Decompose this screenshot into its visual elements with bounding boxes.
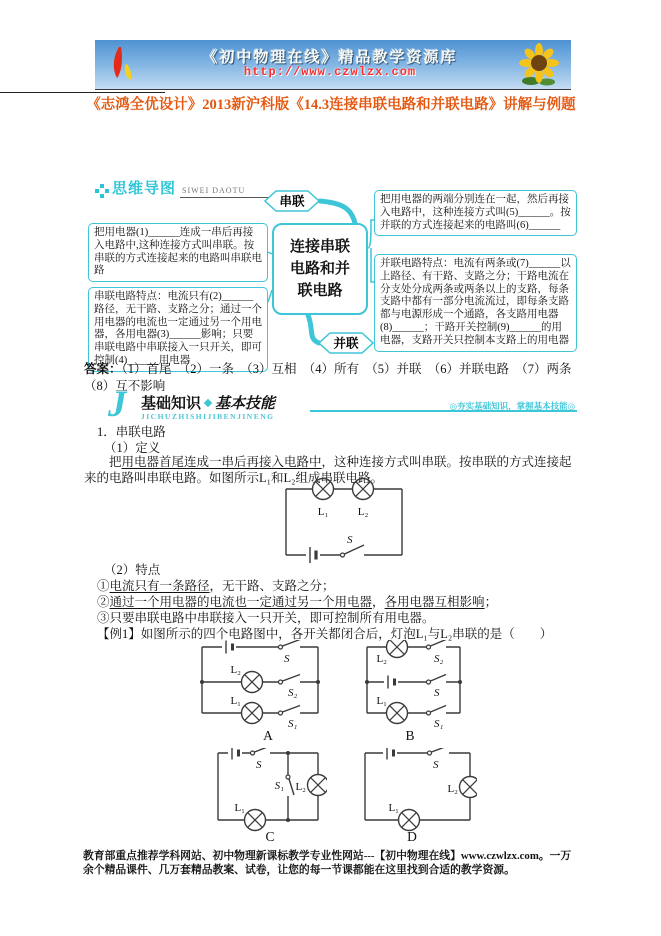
mindmap-heading-pinyin: SIWEI DAOTU	[180, 186, 287, 198]
feature-1-post: ，无干路、支路之分；	[209, 579, 335, 593]
section-banner	[95, 384, 577, 425]
answer-text: （1）首尾 （2）一条 （3）互相 （4）所有 （5）并联 （6）并联电路 （7）两条 （8）互不影响	[84, 362, 585, 393]
circuit-c-lamp-l2: L₂	[295, 781, 306, 793]
feature-2-underlined-2: 各用电器互相影响	[384, 595, 485, 609]
answer-line	[84, 361, 585, 394]
section-slogan: ◎夯实基础知识，掌握基本技能◎	[449, 401, 575, 411]
switch-label-s: S	[347, 534, 353, 546]
circuit-b-switch-s1: S₁	[434, 718, 444, 730]
feature-1-underlined: 电流只有一条路径	[109, 579, 210, 593]
circuit-d-letter: D	[407, 829, 417, 844]
sunflower-icon	[517, 43, 561, 87]
answer-label: 答案：	[84, 362, 122, 376]
circuit-a-lamp-l2: L₂	[230, 664, 241, 676]
header-divider-line	[0, 92, 165, 93]
heading-series-circuit: 1．串联电路	[97, 425, 166, 439]
mindmap-box-parallel-definition: 把用电器的两端分别连在一起，然后再接入电路中，这种连接方式叫(5)______。按并联的方式连接起来的电路叫(6)______	[374, 190, 577, 236]
circuit-c-switch-s: S	[256, 759, 262, 771]
parallel-node-label: 并联	[333, 336, 359, 351]
mindmap	[88, 190, 577, 366]
feature-1-bullet: ①	[97, 579, 110, 593]
circuit-option-b	[360, 640, 472, 744]
definition-pre: 把	[109, 455, 122, 469]
circuit-option-c	[212, 748, 327, 844]
feature-2	[97, 594, 497, 610]
section-title	[141, 392, 275, 413]
subheading-definition: （1）定义	[104, 441, 161, 455]
feature-2-mid: ，	[372, 595, 385, 609]
circuit-c-lamp-l1: L₁	[234, 802, 245, 814]
mindmap-box-parallel-features: 并联电路特点：电流有两条或(7)______以上路径、有干路、支路之分；干路电流在分支处分成两条或两条以上的支路，每条支路中都有一部分电流流过，即每条支路都与电源形成一个通路，各支路用电器(8)______；干路开关控制(9)______的用电器，支路开关只控制本支路上的用电器	[374, 254, 577, 352]
feature-3: ③只要串联电路中串联接入一只开关，即可控制所有用电器。	[97, 611, 435, 625]
series-node-label: 串联	[279, 194, 305, 209]
lamp-label-l1: L₁	[317, 506, 329, 518]
circuit-diagram-main	[280, 477, 410, 567]
circuit-a-switch-s2: S₂	[288, 687, 298, 699]
feature-2-post: ；	[484, 595, 498, 609]
site-url: http://www.czwlzx.com	[243, 65, 417, 80]
circuit-option-d	[357, 748, 477, 844]
site-title: 《初中物理在线》精品教学资源库	[202, 49, 458, 66]
mindmap-node-parallel	[318, 332, 374, 354]
mindmap-center-node: 连接串联电路和并联电路	[272, 223, 368, 315]
circuit-b-lamp-l2: L₂	[376, 653, 387, 665]
lamp-label-l2: L₂	[357, 506, 369, 518]
circuit-a-switch-s1: S₁	[288, 718, 298, 730]
circuit-b-letter: B	[405, 728, 415, 743]
mindmap-box-series-definition: 把用电器(1)______连成一串后再接入电路中,这种连接方式叫串联。按串联的方式连接起来的电路叫串联电路	[88, 223, 268, 282]
feature-1	[97, 578, 335, 594]
circuit-c-letter: C	[265, 829, 275, 844]
circuit-a-letter: A	[263, 728, 273, 743]
mindmap-heading-label: 思维导图	[112, 181, 177, 197]
subheading-features: （2）特点	[104, 563, 161, 577]
page-title: 《志鸿全优设计》2013新沪科版《14.3连接串联电路和并联电路》讲解与例题	[86, 97, 576, 113]
definition-underlined: 用电器首尾连成一串后再接入电路中	[121, 455, 322, 469]
circuit-d-switch-s: S	[433, 759, 439, 771]
mindmap-box-series-features: 串联电路特点：电流只有(2)______路径，无干路、支路之分；通过一个用电器的电流也一定通过另一个用电器，各用电器(3)______影响；只要串联电路中串联接入一只开关，即可控制(4)______用电器	[88, 287, 268, 372]
circuit-a-switch-s: S	[284, 653, 290, 665]
circuit-c-switch-s1: S₁	[274, 780, 284, 792]
feature-2-underlined-1: 通过一个用电器的电流也一定通过另一个用电器	[109, 595, 373, 609]
circuit-a-lamp-l1: L₁	[230, 695, 241, 707]
section-initial: J	[108, 384, 127, 425]
circuit-b-lamp-l1: L₁	[376, 695, 387, 707]
definition-post: ，这种连接方式叫串联。按串联的方式连接起来的电路叫串联电路。如图所示L₁和L₂组成串联电路。	[84, 455, 572, 485]
section-title-sub: 基本技能	[215, 396, 276, 412]
feature-2-bullet: ②	[97, 595, 110, 609]
mindmap-node-series	[264, 190, 320, 212]
circuit-option-a	[196, 640, 326, 744]
circuit-d-lamp-l2: L₂	[447, 783, 458, 795]
section-title-main: 基础知识	[141, 396, 202, 412]
diamond-icon	[204, 398, 212, 406]
footer-promo-text: 教育部重点推荐学科网站、初中物理新课标教学专业性网站---【初中物理在线】www.czwlzx.com。一万余个精品课件、几万套精品教案、试卷，让您的每一节课都能在这里找到合适的教学资源。	[83, 850, 572, 876]
example-1-question: 【例1】如图所示的四个电路图中，各开关都闭合后，灯泡L₁与L₂串联的是（ ）	[97, 627, 553, 641]
site-banner	[95, 40, 571, 90]
circuit-d-lamp-l1: L₁	[388, 802, 399, 814]
circuit-b-switch-s: S	[434, 687, 440, 699]
circuit-b-switch-s2: S₂	[434, 653, 444, 665]
site-logo-icon	[105, 45, 143, 85]
section-pinyin: JICHUZHISHIJIBENJINENG	[141, 412, 275, 421]
